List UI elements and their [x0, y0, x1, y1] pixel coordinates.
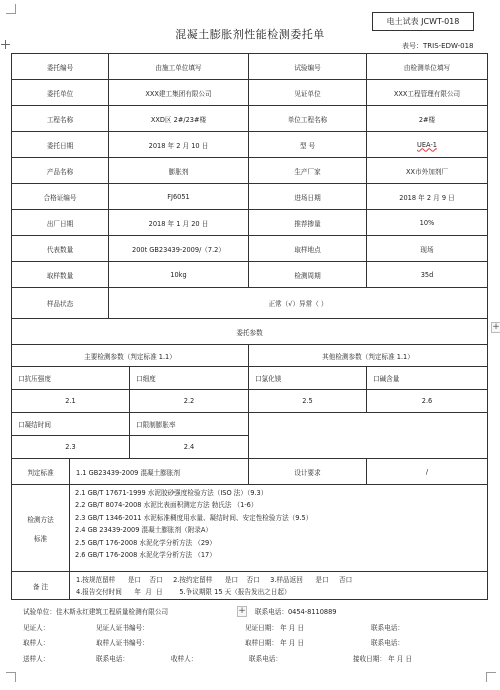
- sender-phone-label: 联系电话：: [96, 654, 129, 663]
- field-label: 型 号: [249, 132, 367, 158]
- field-value[interactable]: 2018 年 2 月 9 日: [367, 184, 487, 210]
- param-code: 2.6: [367, 390, 487, 413]
- field-label: 生产厂家: [249, 158, 367, 184]
- witness-phone-label: 联系电话：: [371, 623, 404, 632]
- param-checkbox[interactable]: 口抗压强度: [12, 367, 130, 390]
- remark-body: [70, 572, 488, 600]
- field-value[interactable]: 2#楼: [367, 106, 487, 132]
- judge-value: 1.1 GB23439-2009 混凝土膨胀剂: [70, 459, 249, 485]
- commission-table: [11, 53, 488, 600]
- receive-date-label: 接收日期： 年 月 日: [353, 654, 413, 663]
- field-label: 委托编号: [12, 54, 109, 80]
- field-value[interactable]: 2018 年 2 月 10 日: [109, 132, 249, 158]
- remark-label: 备 注: [12, 572, 70, 600]
- param-checkbox[interactable]: 口细度: [130, 367, 249, 390]
- field-label: 委托单位: [12, 80, 109, 106]
- field-label: 推荐掺量: [249, 210, 367, 236]
- witness-cert-label: 见证人证书编号：: [96, 623, 149, 632]
- field-value[interactable]: 由施工单位填写: [109, 54, 249, 80]
- field-value[interactable]: 由检测单位填写: [367, 54, 487, 80]
- method-label-line: 标准: [33, 534, 48, 543]
- model-value: UEA-1: [417, 140, 437, 149]
- field-value[interactable]: 现场: [367, 236, 487, 262]
- sample-state-label: 样品状态: [12, 288, 109, 319]
- method-item: 2.2 GB/T 8074-2008 水泥比表面积测定方法 勃氏法 （1-6）: [75, 501, 258, 510]
- param-checkbox[interactable]: 口凝结时间: [12, 413, 130, 436]
- page-title: 混凝土膨胀剂性能检测委托单: [175, 28, 325, 41]
- field-label: 取样地点: [249, 236, 367, 262]
- field-label: 委托日期: [12, 132, 109, 158]
- design-value[interactable]: /: [367, 459, 487, 485]
- field-label: 进场日期: [249, 184, 367, 210]
- method-item: 2.5 GB/T 176-2008 水泥化学分析方法 （29）: [75, 538, 216, 547]
- field-label: 检测周期: [249, 262, 367, 288]
- receiver-label: 收样人：: [171, 654, 198, 663]
- field-value[interactable]: 2018 年 1 月 20 日: [109, 210, 249, 236]
- field-label: 单位工程名称: [249, 106, 367, 132]
- sender-label: 送样人：: [23, 654, 50, 663]
- param-code: 2.1: [12, 390, 130, 413]
- sampler-phone-label: 联系电话：: [371, 639, 404, 647]
- witness-date-label: 见证日期： 年 月 日: [245, 623, 305, 632]
- sampler-cert-label: 取样人证书编号：: [96, 639, 149, 647]
- field-value[interactable]: 膨胀剂: [109, 158, 249, 184]
- corner-mark: [6, 672, 16, 682]
- remark-line[interactable]: 4.报告交付时间 年 月 日 5.争议期限 15 天（报告发出之日起）: [76, 588, 291, 596]
- add-column-icon[interactable]: +: [492, 322, 500, 332]
- corner-mark: [486, 672, 496, 682]
- method-label-line: 检测方法: [27, 515, 54, 524]
- footer-row: [23, 652, 493, 668]
- field-value[interactable]: 10%: [367, 210, 487, 236]
- method-item: 2.3 GB/T 1346-2011 水泥标准稠度用水量、凝结时间、安定性检验方法（9.5）: [75, 513, 313, 522]
- sampling-date-label: 取样日期： 年 月 日: [245, 639, 305, 647]
- field-value[interactable]: XXX工程管理有限公司: [367, 80, 487, 106]
- contact-phone: 联系电话：0454-8110889: [255, 608, 337, 616]
- doc-code-box: 电土试表 JCWT-018: [372, 12, 474, 31]
- method-list: [70, 485, 488, 572]
- field-value[interactable]: FJ6051: [109, 184, 249, 210]
- field-label: 试验编号: [249, 54, 367, 80]
- param-checkbox[interactable]: 口碱含量: [367, 367, 487, 390]
- footer-row: [23, 636, 493, 652]
- add-row-icon[interactable]: +: [238, 606, 246, 616]
- field-value[interactable]: 200t GB23439-2009/（7.2）: [109, 236, 249, 262]
- signature-footer: [23, 605, 493, 667]
- sample-state-value[interactable]: 正常（√）异常（ ）: [109, 288, 487, 319]
- design-label: 设计要求: [249, 459, 367, 485]
- method-item: 2.6 GB/T 176-2008 水泥化学分析方法 （17）: [75, 550, 216, 559]
- field-label: 合格证编号: [12, 184, 109, 210]
- field-label: 产品名称: [12, 158, 109, 184]
- testing-unit: 试验单位：佳木斯永红建筑工程质量检测有限公司: [23, 608, 169, 616]
- judge-label: 判定标准: [12, 459, 70, 485]
- other-params-title: 其他检测参数（判定标准 1.1）: [249, 345, 487, 367]
- params-title: 委托参数: [12, 319, 487, 345]
- corner-mark: [6, 4, 16, 14]
- field-label: 代表数量: [12, 236, 109, 262]
- field-value[interactable]: [367, 132, 487, 158]
- footer-row: [23, 605, 493, 621]
- receiver-phone-label: 联系电话：: [249, 654, 282, 663]
- method-item: 2.4 GB 23439-2009 混凝土膨胀剂（附录A）: [75, 526, 212, 535]
- field-value[interactable]: XX市外加剂厂: [367, 158, 487, 184]
- method-label: [12, 485, 70, 572]
- param-checkbox[interactable]: 口限制膨胀率: [130, 413, 249, 436]
- field-value[interactable]: 10kg: [109, 262, 249, 288]
- param-code: 2.5: [249, 390, 367, 413]
- param-code: 2.2: [130, 390, 249, 413]
- param-code: 2.3: [12, 436, 130, 459]
- witness-label: 见证人：: [23, 623, 50, 632]
- empty-cell: [249, 413, 487, 459]
- field-label: 工程名称: [12, 106, 109, 132]
- param-code: 2.4: [130, 436, 249, 459]
- field-label: 取样数量: [12, 262, 109, 288]
- method-item: 2.1 GB/T 17671-1999 水泥胶砂强度检验方法（ISO 法）（9.3）: [75, 489, 268, 497]
- remark-line[interactable]: 1.按规范留样 是口 否口 2.按约定留样 是口 否口 3.样品返回 是口 否口: [76, 576, 353, 584]
- param-checkbox[interactable]: 口氯化镁: [249, 367, 367, 390]
- sampler-label: 取样人：: [23, 639, 50, 647]
- field-value[interactable]: XXX建工集团有限公司: [109, 80, 249, 106]
- field-label: 见证单位: [249, 80, 367, 106]
- form-number: 表号：TRIS-EDW-018: [402, 42, 474, 50]
- footer-row: [23, 621, 493, 637]
- field-value[interactable]: XXD区 2#/23#楼: [109, 106, 249, 132]
- field-label: 出厂日期: [12, 210, 109, 236]
- field-value[interactable]: 35d: [367, 262, 487, 288]
- main-params-title: 主要检测参数（判定标准 1.1）: [12, 345, 249, 367]
